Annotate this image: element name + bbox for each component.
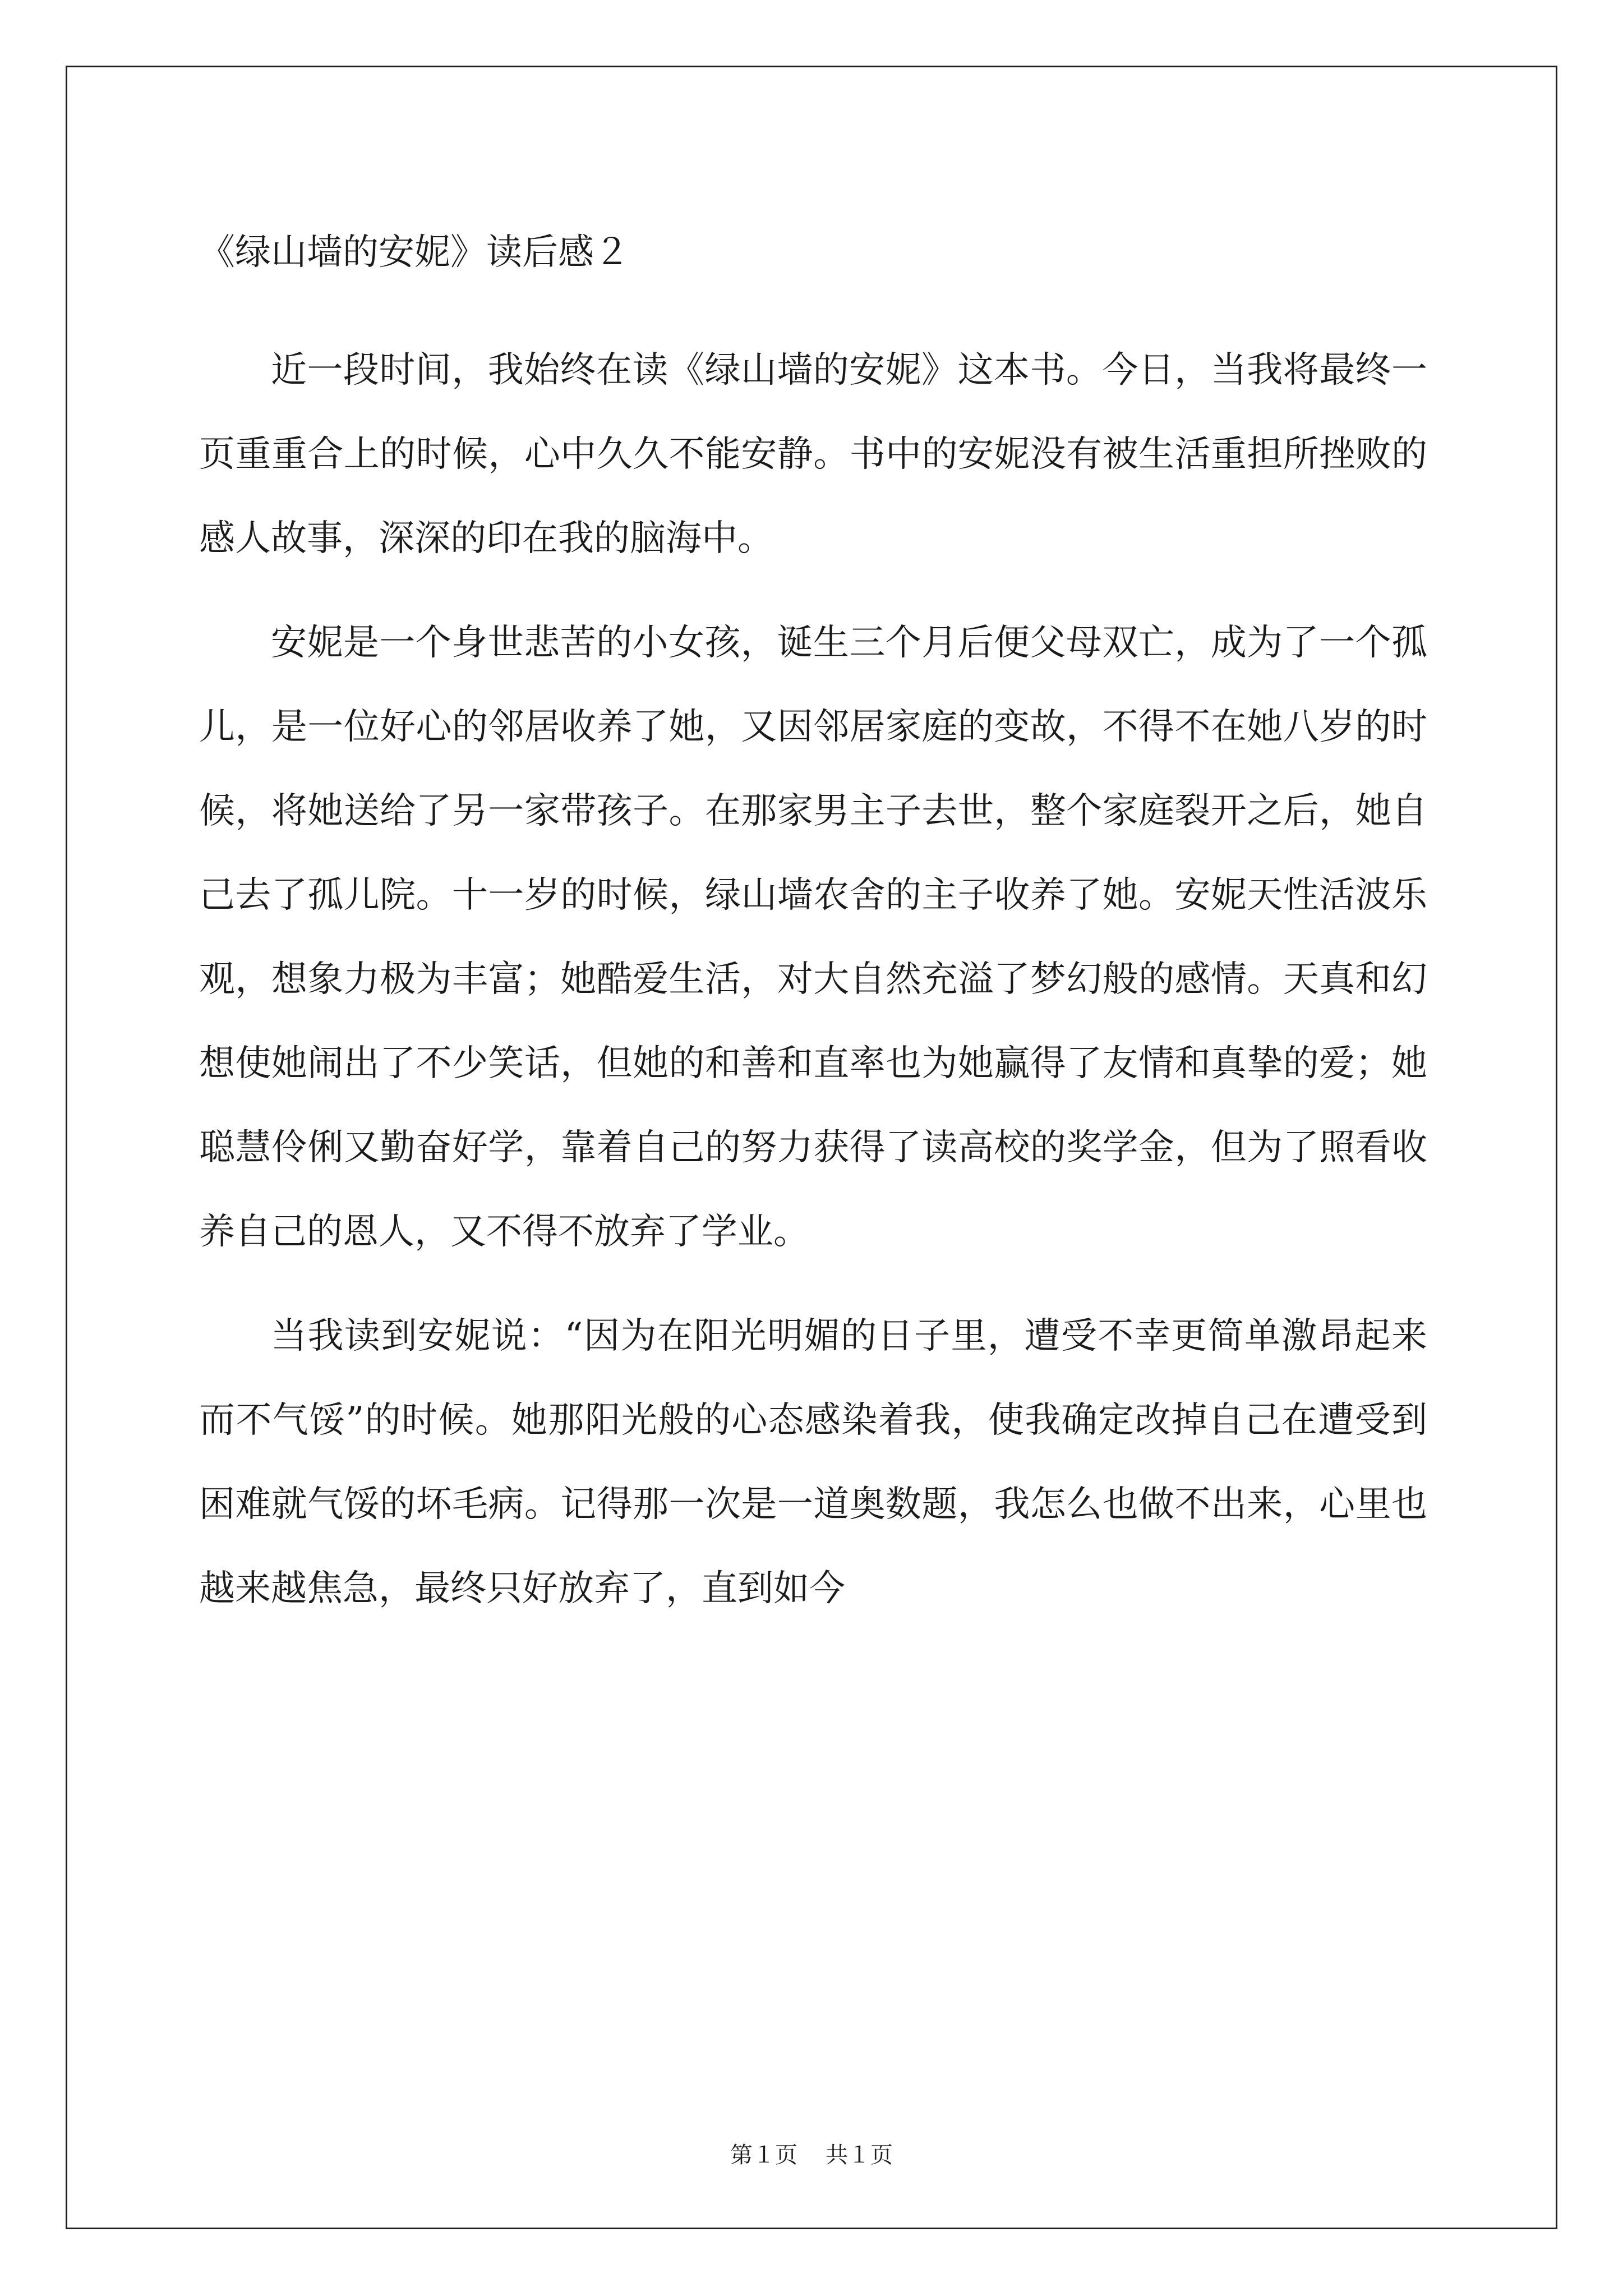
body-paragraph: 近一段时间，我始终在读《绿山墙的安妮》这本书。今日，当我将最终一页重重合上的时候，心中久久不能安静。书中的安妮没有被生活重担所挫败的感人故事，深深的印在我的脑海中。 xyxy=(199,349,1427,559)
page-count-total: 共１页 xyxy=(826,2142,893,2168)
page-number-current: 第１页 xyxy=(730,2142,797,2168)
document-title: 《绿山墙的安妮》读后感２ xyxy=(199,232,630,273)
body-paragraph: 当我读到安妮说：“因为在阳光明媚的日子里，遭受不幸更简单激昂起来而不气馁”的时候。她那阳光般的心态感染着我，使我确定改掉自己在遭受到困难就气馁的坏毛病。记得那一次是一道奥数题，我怎么也做不出来，心里也越来越焦急，最终只好放弃了，直到如今 xyxy=(199,1315,1427,1609)
document-body xyxy=(199,328,1427,1631)
page-footer xyxy=(0,2138,1623,2172)
body-paragraph: 安妮是一个身世悲苦的小女孩，诞生三个月后便父母双亡，成为了一个孤儿，是一位好心的邻居收养了她，又因邻居家庭的变故，不得不在她八岁的时候，将她送给了另一家带孩子。在那家男主子去世，整个家庭裂开之后，她自己去了孤儿院。十一岁的时候，绿山墙农舍的主子收养了她。安妮天性活波乐观，想象力极为丰富；她酷爱生活，对大自然充溢了梦幻般的感情。天真和幻想使她闹出了不少笑话，但她的和善和直率也为她赢得了友情和真挚的爱；她聪慧伶俐又勤奋好学，靠着自己的努力获得了读高校的奖学金，但为了照看收养自己的恩人，又不得不放弃了学业。 xyxy=(199,622,1427,1253)
